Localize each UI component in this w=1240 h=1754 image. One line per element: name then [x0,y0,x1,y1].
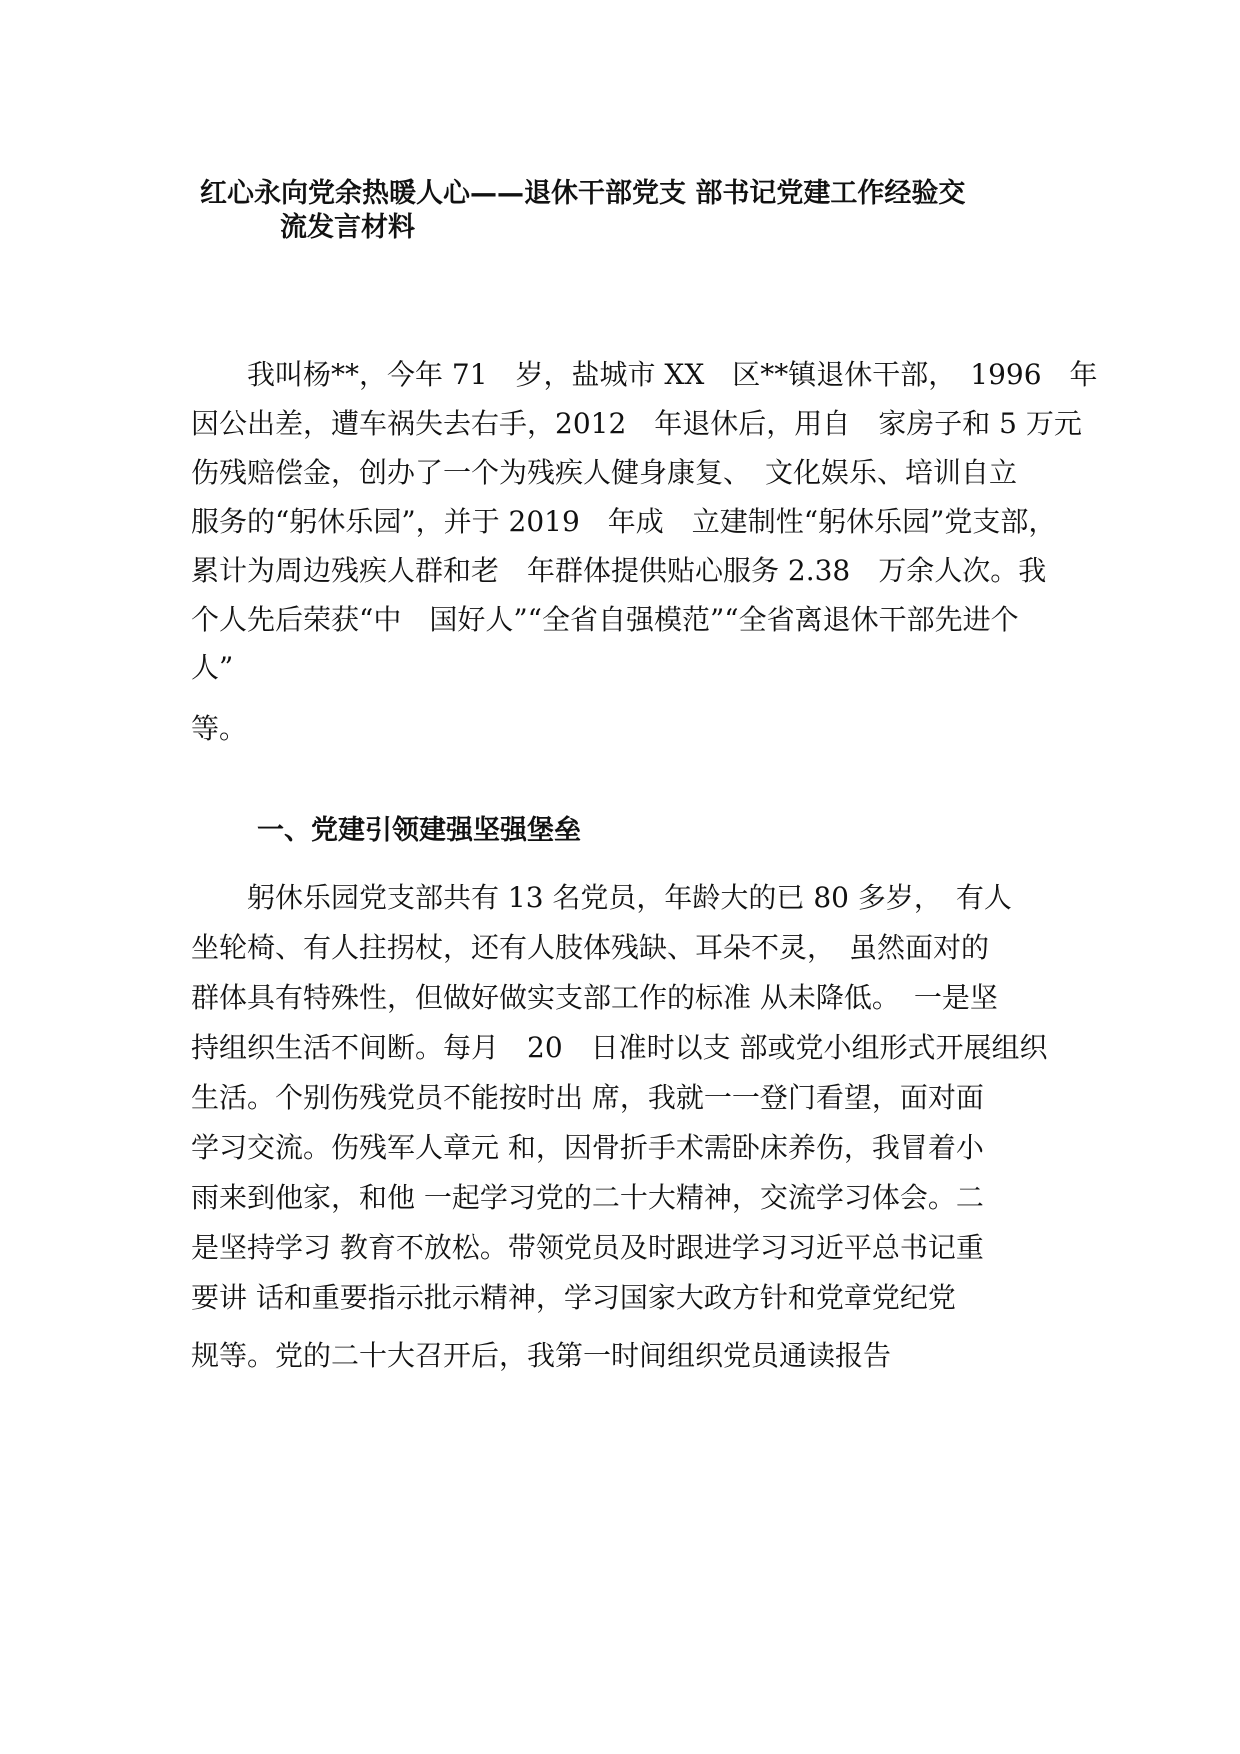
section-line-4: 持组织生活不间断。每月 20 日准时以支 部或党小组形式开展组织 [191,1031,1048,1064]
section-line-7: 雨来到他家，和他 一起学习党的二十大精神，交流学习体会。二 [191,1181,984,1214]
section-line-9: 要讲 话和重要指示批示精神，学习国家大政方针和党章党纪党 [191,1281,956,1314]
section-line-8: 是坚持学习 教育不放松。带领党员及时跟进学习习近平总书记重 [191,1231,984,1264]
section-line-6: 学习交流。伤残军人章元 和，因骨折手术需卧床养伤，我冒着小 [191,1131,984,1164]
section-line-2: 坐轮椅、有人拄拐杖，还有人肢体残缺、耳朵不灵， 虽然面对的 [191,931,990,964]
intro-line-4: 服务的“躬休乐园”，并于 2019 年成 立建制性“躬休乐园”党支部， [191,505,1057,538]
section-tail: 规等。党的二十大召开后，我第一时间组织党员通读报告 [191,1339,892,1372]
intro-tail: 等。 [191,712,248,745]
intro-line-3: 伤残赔偿金，创办了一个为残疾人健身康复、 文化娱乐、培训自立 [191,456,1018,489]
document-title-line-1: 红心永向党余热暖人心——退休干部党支 部书记党建工作经验交 [200,178,966,209]
intro-line-1: 我叫杨**，今年 71 岁，盐城市 XX 区**镇退休干部， 1996 年 [191,358,1098,391]
section-line-3: 群体具有特殊性，但做好做实支部工作的标准 从未降低。 一是坚 [191,981,998,1014]
intro-line-2: 因公出差，遭车祸失去右手，2012 年退休后，用自 家房子和 5 万元 [191,407,1082,440]
document-title-line-2: 流发言材料 [280,212,415,243]
section-heading: 一、党建引领建强坚强堡垒 [257,815,581,846]
intro-line-5: 累计为周边残疾人群和老 年群体提供贴心服务 2.38 万余人次。我 [191,554,1047,587]
section-line-5: 生活。个别伤残党员不能按时出 席，我就一一登门看望，面对面 [191,1081,984,1114]
section-line-1: 躬休乐园党支部共有 13 名党员，年龄大的已 80 多岁， 有人 [191,881,1012,914]
intro-line-6: 个人先后荣获“中 国好人”“全省自强模范”“全省离退休干部先进个 [191,603,1019,636]
intro-line-7: 人” [191,651,234,684]
